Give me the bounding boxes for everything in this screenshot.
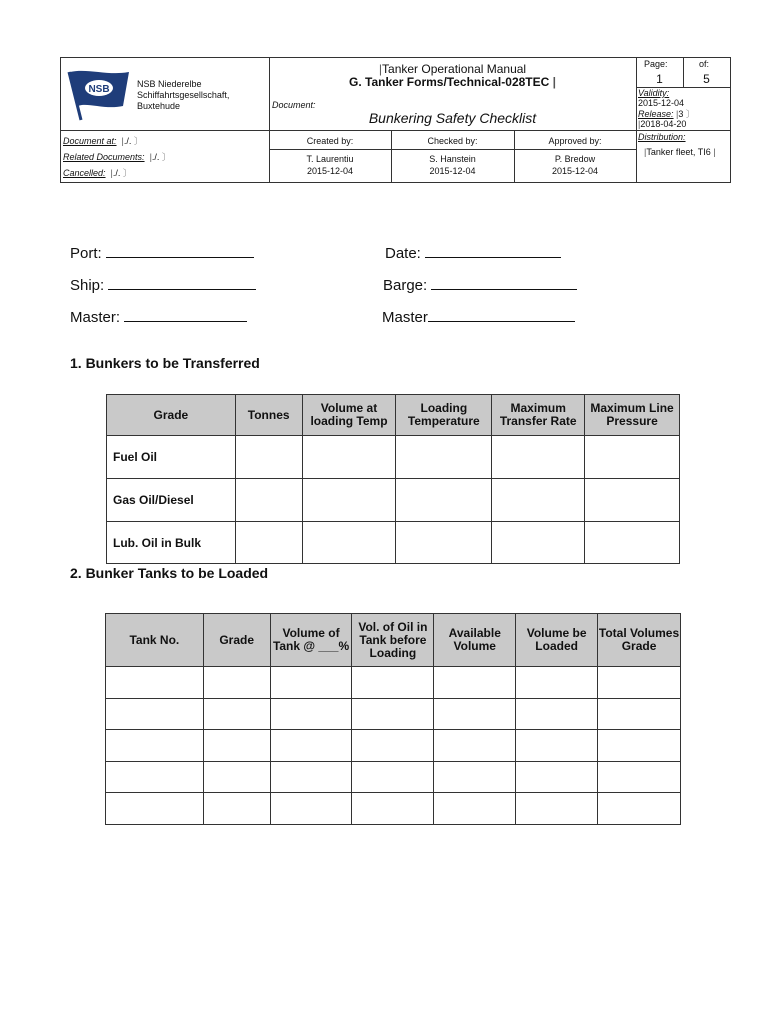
grade-cell: Lub. Oil in Bulk xyxy=(107,522,236,564)
column-header: Available Volume xyxy=(434,614,516,667)
input-cell[interactable] xyxy=(270,667,352,699)
created-by-label: Created by: xyxy=(306,136,354,146)
barge-field[interactable] xyxy=(383,275,577,294)
column-header: Total Volumes Grade xyxy=(598,614,681,667)
bunkers-table xyxy=(106,394,680,564)
input-cell[interactable] xyxy=(585,436,680,479)
release-number: 3 xyxy=(678,109,684,119)
document-label: Document: xyxy=(272,100,316,110)
table-header-row xyxy=(107,395,680,436)
checked-by-name: S. Hanstein xyxy=(429,154,476,164)
ship-label: Ship: xyxy=(70,277,105,294)
table-row xyxy=(107,522,680,564)
input-cell[interactable] xyxy=(516,699,598,730)
table-row xyxy=(106,730,681,762)
input-cell[interactable] xyxy=(598,667,681,699)
input-cell[interactable] xyxy=(516,730,598,762)
input-cell[interactable] xyxy=(270,762,352,793)
of-label: of: xyxy=(699,59,710,69)
tanks-table xyxy=(105,613,681,825)
input-cell[interactable] xyxy=(434,730,516,762)
input-cell[interactable] xyxy=(302,522,396,564)
document-title: Bunkering Safety Checklist xyxy=(368,110,537,126)
input-cell[interactable] xyxy=(203,730,270,762)
input-cell[interactable] xyxy=(434,793,516,825)
company-line: Schiffahrtsgesellschaft, xyxy=(137,90,230,100)
section-1-title: 1. Bunkers to be Transferred xyxy=(70,355,260,371)
input-cell[interactable] xyxy=(203,762,270,793)
manual-title: |Tanker Operational Manual xyxy=(378,62,527,76)
document-at-row: Document at: |./. 〕 xyxy=(63,136,143,146)
table-row xyxy=(106,762,681,793)
port-field[interactable] xyxy=(70,243,254,262)
validity-label: Validity: xyxy=(638,88,670,98)
column-header: Volume of Tank @ ___% xyxy=(270,614,352,667)
table-row xyxy=(107,436,680,479)
input-cell[interactable] xyxy=(396,522,492,564)
input-cell[interactable] xyxy=(434,667,516,699)
input-cell[interactable] xyxy=(352,699,434,730)
input-cell[interactable] xyxy=(492,436,585,479)
input-cell[interactable] xyxy=(235,479,302,522)
table-header-row xyxy=(106,614,681,667)
document-at-value: ./. xyxy=(123,136,132,146)
input-cell[interactable] xyxy=(352,762,434,793)
approved-by-name: P. Bredow xyxy=(554,154,596,164)
section-2-title: 2. Bunker Tanks to be Loaded xyxy=(70,565,269,581)
input-cell[interactable] xyxy=(203,699,270,730)
form-code: G. Tanker Forms/Technical-028TEC | xyxy=(349,75,556,89)
master-label-2: Master xyxy=(382,309,428,326)
column-header: Loading Temperature xyxy=(396,395,492,436)
column-header: Volume at loading Temp xyxy=(302,395,396,436)
approved-by-label: Approved by: xyxy=(548,136,602,146)
logo-text: NSB xyxy=(88,84,110,95)
input-cell[interactable] xyxy=(106,730,204,762)
barge-label: Barge: xyxy=(383,277,428,294)
date-field[interactable] xyxy=(385,243,561,262)
input-cell[interactable] xyxy=(585,479,680,522)
cancelled-value: ./. xyxy=(112,168,121,178)
release-date: |2018-04-20 xyxy=(638,119,687,129)
input-cell[interactable] xyxy=(270,699,352,730)
column-header: Vol. of Oil in Tank before Loading xyxy=(352,614,434,667)
input-cell[interactable] xyxy=(598,699,681,730)
column-header: Grade xyxy=(107,395,236,436)
column-header: Maximum Line Pressure xyxy=(585,395,680,436)
master-label: Master: xyxy=(70,309,121,326)
input-cell[interactable] xyxy=(352,730,434,762)
distribution-value: |Tanker fleet, TI6 | xyxy=(644,147,716,157)
grade-cell: Fuel Oil xyxy=(107,436,236,479)
input-cell[interactable] xyxy=(516,667,598,699)
distribution-label: Distribution: xyxy=(638,132,686,142)
input-cell[interactable] xyxy=(396,479,492,522)
release-row: Release: |3 〕 xyxy=(638,109,695,119)
column-header: Volume be Loaded xyxy=(516,614,598,667)
created-by-date: 2015-12-04 xyxy=(306,166,354,176)
created-by-name: T. Laurentiu xyxy=(306,154,354,164)
document-at-label: Document at: xyxy=(63,136,117,146)
column-header: Grade xyxy=(203,614,270,667)
checked-by-date: 2015-12-04 xyxy=(429,166,476,176)
input-cell[interactable] xyxy=(598,730,681,762)
input-cell[interactable] xyxy=(270,730,352,762)
input-cell[interactable] xyxy=(434,762,516,793)
input-cell[interactable] xyxy=(352,793,434,825)
input-cell[interactable] xyxy=(106,699,204,730)
checked-by-label: Checked by: xyxy=(427,136,478,146)
release-label: Release: xyxy=(638,109,674,119)
date-label: Date: xyxy=(385,245,421,262)
input-cell[interactable] xyxy=(235,436,302,479)
input-cell[interactable] xyxy=(352,667,434,699)
related-documents-row: Related Documents: |./. 〕 xyxy=(63,152,171,162)
input-cell[interactable] xyxy=(235,522,302,564)
validity-date: 2015-12-04 xyxy=(638,98,685,108)
input-cell[interactable] xyxy=(516,793,598,825)
input-cell[interactable] xyxy=(516,762,598,793)
page-total: 5 xyxy=(703,72,710,86)
company-line: Buxtehude xyxy=(137,101,181,111)
table-row xyxy=(106,667,681,699)
input-cell[interactable] xyxy=(270,793,352,825)
nsb-flag-logo xyxy=(63,66,133,122)
input-cell[interactable] xyxy=(585,522,680,564)
input-cell[interactable] xyxy=(203,667,270,699)
column-header: Tank No. xyxy=(106,614,204,667)
table-row xyxy=(106,699,681,730)
cancelled-label: Cancelled: xyxy=(63,168,106,178)
input-cell[interactable] xyxy=(598,762,681,793)
master-field[interactable] xyxy=(70,307,247,326)
company-name xyxy=(137,79,267,112)
page-label: Page: xyxy=(644,59,668,69)
table-row xyxy=(107,479,680,522)
input-cell[interactable] xyxy=(598,793,681,825)
column-header: Maximum Transfer Rate xyxy=(492,395,585,436)
related-documents-value: ./. xyxy=(151,152,160,162)
input-cell[interactable] xyxy=(106,793,204,825)
cancelled-row: Cancelled: |./. 〕 xyxy=(63,168,132,178)
company-line: NSB Niederelbe xyxy=(137,79,202,89)
input-cell[interactable] xyxy=(106,667,204,699)
document-header xyxy=(60,57,731,183)
approved-by-date: 2015-12-04 xyxy=(551,166,599,176)
table-row xyxy=(106,793,681,825)
master-field-2[interactable] xyxy=(382,307,575,326)
input-cell[interactable] xyxy=(302,436,396,479)
grade-cell: Gas Oil/Diesel xyxy=(107,479,236,522)
related-documents-label: Related Documents: xyxy=(63,152,145,162)
input-cell[interactable] xyxy=(106,762,204,793)
input-cell[interactable] xyxy=(492,522,585,564)
column-header: Tonnes xyxy=(235,395,302,436)
input-cell[interactable] xyxy=(396,436,492,479)
ship-field[interactable] xyxy=(70,275,256,294)
input-cell[interactable] xyxy=(203,793,270,825)
input-cell[interactable] xyxy=(302,479,396,522)
input-cell[interactable] xyxy=(492,479,585,522)
page-number: 1 xyxy=(656,72,663,86)
port-label: Port: xyxy=(70,245,102,262)
input-cell[interactable] xyxy=(434,699,516,730)
